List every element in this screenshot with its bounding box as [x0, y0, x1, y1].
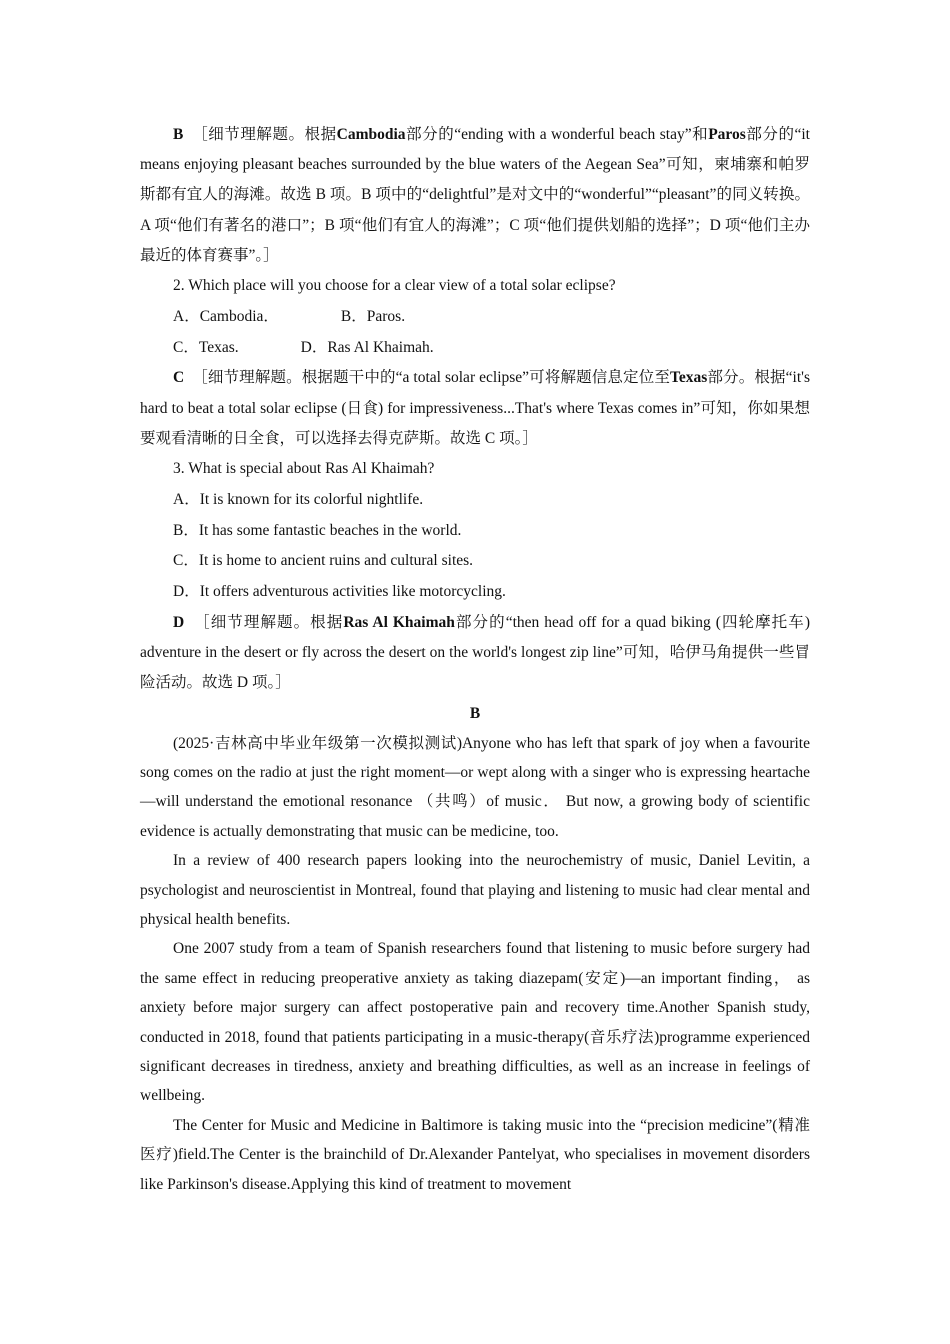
explanation-text: 部分的“it means enjoying pleasant beaches surrounded by the blue waters of the Aegean Sea”可知，柬埔寨和帕罗斯都有宜人的海滩。故选 B 项。B 项中的“delightful”是对文中的“wonderful”“pleasant”的同义转换。A 项“他们有著名的港口”；B 项“他们有宜人的海滩”；C 项“他们提供划船的选择”；D 项“他们主办最近的体育赛事”。］ — [140, 126, 810, 264]
passage-paragraph: In a review of 400 research papers looking into the neurochemistry of music, Daniel Levitin, a psychologist and neuroscientist in Montreal, found that playing and listening to music had clear mental and physical health benefits. — [140, 852, 810, 929]
question-3-stem: 3. What is special about Ras Al Khaimah? — [173, 460, 435, 478]
passage-paragraph: One 2007 study from a team of Spanish researchers found that listening to music before surgery had the same effect in reducing preoperative anxiety as taking diazepam(安定)—an important finding， as anxiety before major surgery can affect postoperative pain and recovery time.Another Spanish study, conducted in 2018, found that patients participating in a music-therapy(音乐疗法)programme experienced significant decreases in tiredness, anxiety and breathing difficulties, as well as an increase in feelings of wellbeing. — [140, 940, 810, 1105]
question-2-stem: 2. Which place will you choose for a clear view of a total solar eclipse? — [173, 277, 616, 295]
answer-letter: D — [173, 614, 185, 631]
keyword: Texas — [669, 369, 708, 387]
explanation-text: ［细节理解题。根据 — [194, 614, 344, 631]
question-2-options-row-1 — [140, 302, 810, 333]
option-c: C．Texas. — [173, 338, 239, 356]
keyword: Ras Al Khaimah — [343, 614, 455, 631]
answer-letter: B — [173, 126, 184, 143]
explanation-text: ［细节理解题。根据题干中的“a total solar eclipse”可将解题信息定位至 — [192, 369, 670, 387]
answer-3-explanation — [140, 608, 810, 699]
question-2-options-row-2 — [140, 333, 810, 364]
option-c: C．It is home to ancient ruins and cultural sites. — [173, 552, 474, 570]
explanation-text: 部分的“ending with a wonderful beach stay”和 — [405, 126, 709, 143]
option-a: A．Cambodia． — [173, 307, 279, 325]
option-b: B．Paros. — [340, 307, 406, 325]
keyword: Cambodia — [336, 126, 406, 143]
passage-paragraph: The Center for Music and Medicine in Baltimore is taking music into the “precision medicine”(精准医疗)field.The Center is the brainchild of Dr.Alexander Pantelyat, who specialises in movement disorders like Parkinson's disease.Applying this kind of treatment to movement — [140, 1116, 810, 1193]
section-heading: B — [469, 704, 481, 722]
option-d: D．Ras Al Khaimah. — [300, 338, 434, 356]
answer-1-explanation — [140, 120, 810, 271]
option-b: B．It has some fantastic beaches in the world. — [173, 521, 462, 539]
explanation-text: 部分。根据“it's hard to beat a total solar eclipse (日食) for impressiveness...That's where Texas comes in”可知，你如果想要观看清晰的日全食，可以选择去得克萨斯。故选 C 项。］ — [140, 369, 810, 447]
answer-letter: C — [173, 369, 185, 387]
explanation-text: ［细节理解题。根据 — [192, 126, 337, 143]
explanation-text: 部分的“then head off for a quad biking (四轮摩托车) adventure in the desert or fly across the desert on the world's longest zip line”可知，哈伊马角提供一些冒险活动。故选 D 项。］ — [140, 614, 810, 692]
passage-paragraph: (2025·吉林高中毕业年级第一次模拟测试)Anyone who has left that spark of joy when a favourite song comes on the radio at just the right moment—or wept along with a singer who is expressing heartache—will understand the emotional resonance （共鸣）of music． But now, a growing body of scientific evidence is actually demonstrating that music can be medicine, too. — [140, 734, 810, 840]
document-content — [140, 120, 810, 1199]
option-d: D．It offers adventurous activities like motorcycling. — [173, 583, 506, 601]
keyword: Paros — [708, 126, 746, 143]
answer-2-explanation — [140, 363, 810, 454]
option-a: A．It is known for its colorful nightlife. — [173, 490, 424, 508]
